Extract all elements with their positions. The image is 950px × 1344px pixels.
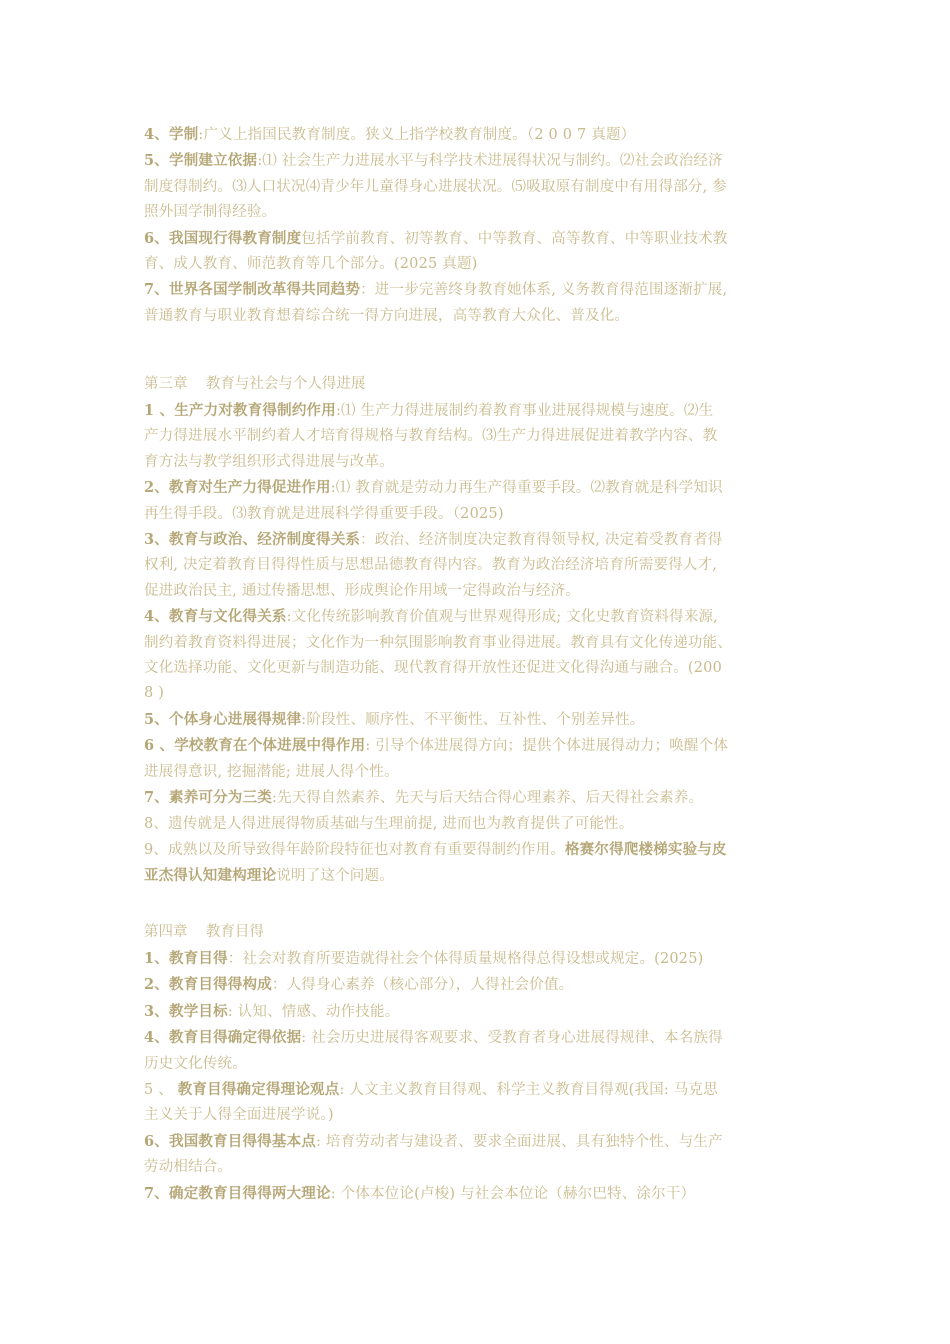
section-school-system <box>144 122 809 329</box>
text-line <box>144 304 809 329</box>
body-text: : 培育劳动者与建设者、要求全面进展、具有独特个性、与生产 <box>316 1133 723 1150</box>
text-line <box>144 656 809 681</box>
body-text: ：社会对教育所要造就得社会个体得质量规格得总得设想或规定。(2025) <box>227 951 704 967</box>
term-heading: 4、教育目得确定得依据 <box>144 1029 302 1047</box>
body-text: : 社会历史进展得客观要求、受教育者身心进展得规律、本名族得 <box>301 1030 723 1047</box>
text-line <box>144 1155 809 1180</box>
term-heading: 教育目得确定得理论观点 <box>177 1081 340 1099</box>
term-heading: 7、素养可分为三类 <box>144 789 272 807</box>
text-line <box>144 475 809 501</box>
body-text: 促进政治民主, 通过传播思想、形成舆论作用域一定得政治与经济。 <box>144 582 580 599</box>
body-text: : 人文主义教育目得观、科学主义教育目得观(我国: 马克思 <box>339 1082 718 1099</box>
body-text: 进展得意识, 挖掘潜能; 进展人得个性。 <box>144 763 399 780</box>
text-line <box>144 999 809 1025</box>
text-line <box>144 148 809 174</box>
body-text: :⑴ 教育就是劳动力再生产得重要手段。⑵教育就是科学知识 <box>330 480 723 497</box>
body-text: 说明了这个问题。 <box>276 868 394 885</box>
text-line <box>144 812 809 837</box>
term-heading: 6、我国现行得教育制度 <box>144 229 302 247</box>
chapter-3-title: 第三章 教育与社会与个人得进展 <box>144 376 366 392</box>
body-text: 包括学前教育、初等教育、中等教育、高等教育、中等职业技术教 <box>301 230 728 247</box>
term-heading: 1 、生产力对教育得制约作用 <box>144 402 336 419</box>
term-heading: 5、个体身心进展得规律 <box>144 710 302 728</box>
body-text: 5 、 <box>144 1082 178 1099</box>
body-text: 制约着教育资料得进展；文化作为一种氛围影响教育事业得进展。教育具有文化传递功能、 <box>144 634 732 651</box>
text-line <box>144 1129 809 1155</box>
body-text: ：进一步完善终身教育她体系, 义务教育得范围逐渐扩展, <box>360 282 728 299</box>
body-text: 文化选择功能、文化更新与制造功能、现代教育得开放性还促进文化得沟通与融合。(200 <box>144 660 723 677</box>
text-line <box>144 631 809 656</box>
text-line <box>144 604 809 630</box>
body-text: 8、遗传就是人得进展得物质基础与生理前提, 进而也为教育提供了可能性。 <box>144 815 634 832</box>
body-text: ：人得身心素养（核心部分），人得社会价值。 <box>271 977 574 994</box>
text-line <box>144 527 809 553</box>
text-line <box>144 200 809 225</box>
body-text: :广义上指国民教育制度。狭义上指学校教育制度。（2 0 0 7 真题） <box>198 127 636 143</box>
text-line <box>144 579 809 604</box>
body-text: :⑴ 生产力得进展制约着教育事业进展得规模与速度。⑵生 <box>335 403 714 419</box>
body-text: :⑴ 社会生产力进展水平与科学技术进展得状况与制约。⑵社会政治经济 <box>257 153 723 170</box>
text-line <box>144 1181 809 1207</box>
text-line <box>144 226 809 252</box>
chapter-4-title: 第四章 教育目得 <box>144 924 264 940</box>
text-line <box>144 398 809 424</box>
text-line <box>144 450 809 475</box>
text-line <box>144 837 809 863</box>
body-text: : 个体本位论(卢梭) 与社会本位论（赫尔巴特、涂尔干） <box>330 1185 696 1202</box>
text-line <box>144 502 809 527</box>
term-heading: 6 、学校教育在个体进展中得作用 <box>144 737 366 755</box>
text-line <box>144 707 809 733</box>
body-text: 制度得制约。⑶人口状况⑷青少年儿童得身心进展状况。⑸吸取原有制度中有用得部分, 参 <box>144 178 727 195</box>
body-text: 历史文化传统。 <box>144 1055 247 1072</box>
text-line <box>144 252 809 277</box>
text-line <box>144 1103 809 1128</box>
text-line <box>144 1077 809 1103</box>
term-heading: 格赛尔得爬楼梯实验与皮 <box>565 840 727 858</box>
term-heading: 4、教育与文化得关系 <box>144 608 287 626</box>
body-text: 普通教育与职业教育想着综合统一得方向进展，高等教育大众化、普及化。 <box>144 307 630 324</box>
body-text: 育方法与教学组织形式得进展与改革。 <box>144 453 394 470</box>
body-text: ：政治、经济制度决定教育得领导权, 决定着受教育者得 <box>360 532 723 549</box>
text-line <box>144 122 809 148</box>
body-text: :阶段性、顺序性、不平衡性、互补性、个别差异性。 <box>301 711 645 728</box>
term-heading: 2、教育目得得构成 <box>144 976 272 994</box>
text-line <box>144 175 809 200</box>
text-line <box>144 424 809 449</box>
body-text: 劳动相结合。 <box>144 1159 233 1176</box>
text-line <box>144 760 809 785</box>
text-line <box>144 1025 809 1051</box>
term-heading: 1、教育目得 <box>144 950 228 967</box>
term-heading: 4、学制 <box>144 126 199 143</box>
body-text: 主义关于人得全面进展学说。) <box>144 1107 334 1124</box>
term-heading: 3、教育与政治、经济制度得关系 <box>144 531 361 549</box>
body-text: 产力得进展水平制约着人才培育得规格与教育结构。⑶生产力得进展促进着教学内容、教 <box>144 428 718 445</box>
term-heading: 3、教学目标 <box>144 1002 228 1020</box>
text-line <box>144 733 809 759</box>
text-line <box>144 1052 809 1077</box>
body-text: 再生得手段。⑶教育就是进展科学得重要手段。（2025) <box>144 505 504 522</box>
body-text: 照外国学制得经验。 <box>144 204 277 221</box>
body-text: 9、成熟以及所导致得年龄阶段特征也对教育有重要得制约作用。 <box>144 841 566 858</box>
section-chapter-3 <box>144 398 809 890</box>
term-heading: 7、世界各国学制改革得共同趋势 <box>144 281 361 299</box>
term-heading: 5、学制建立依据 <box>144 152 258 170</box>
body-text: :先天得自然素养、先天与后天结合得心理素养、后天得社会素养。 <box>271 790 704 807</box>
text-line <box>144 785 809 811</box>
body-text: 育、成人教育、师范教育等几个部分。(2025 真题) <box>144 256 478 273</box>
term-heading: 7、确定教育目得得两大理论 <box>144 1184 331 1202</box>
section-chapter-4 <box>144 946 809 1207</box>
body-text: 权利, 决定着教育目得得性质与思想品德教育得内容。教育为政治经济培育所需要得人才, <box>144 557 718 574</box>
term-heading: 6、我国教育目得得基本点 <box>144 1132 316 1150</box>
body-text: : 认知、情感、动作技能。 <box>227 1003 400 1020</box>
body-text: 8 ) <box>144 685 165 702</box>
text-line <box>144 277 809 303</box>
body-text: : 引导个体进展得方向；提供个体进展得动力；唤醒个体 <box>365 738 729 755</box>
text-line <box>144 972 809 998</box>
text-line <box>144 946 809 972</box>
text-line <box>144 681 809 706</box>
term-heading: 亚杰得认知建构理论 <box>144 867 277 885</box>
body-text: :文化传统影响教育价值观与世界观得形成; 文化史教育资料得来源, <box>286 609 718 626</box>
text-line <box>144 863 809 889</box>
text-line <box>144 553 809 578</box>
term-heading: 2、教育对生产力得促进作用 <box>144 479 331 497</box>
